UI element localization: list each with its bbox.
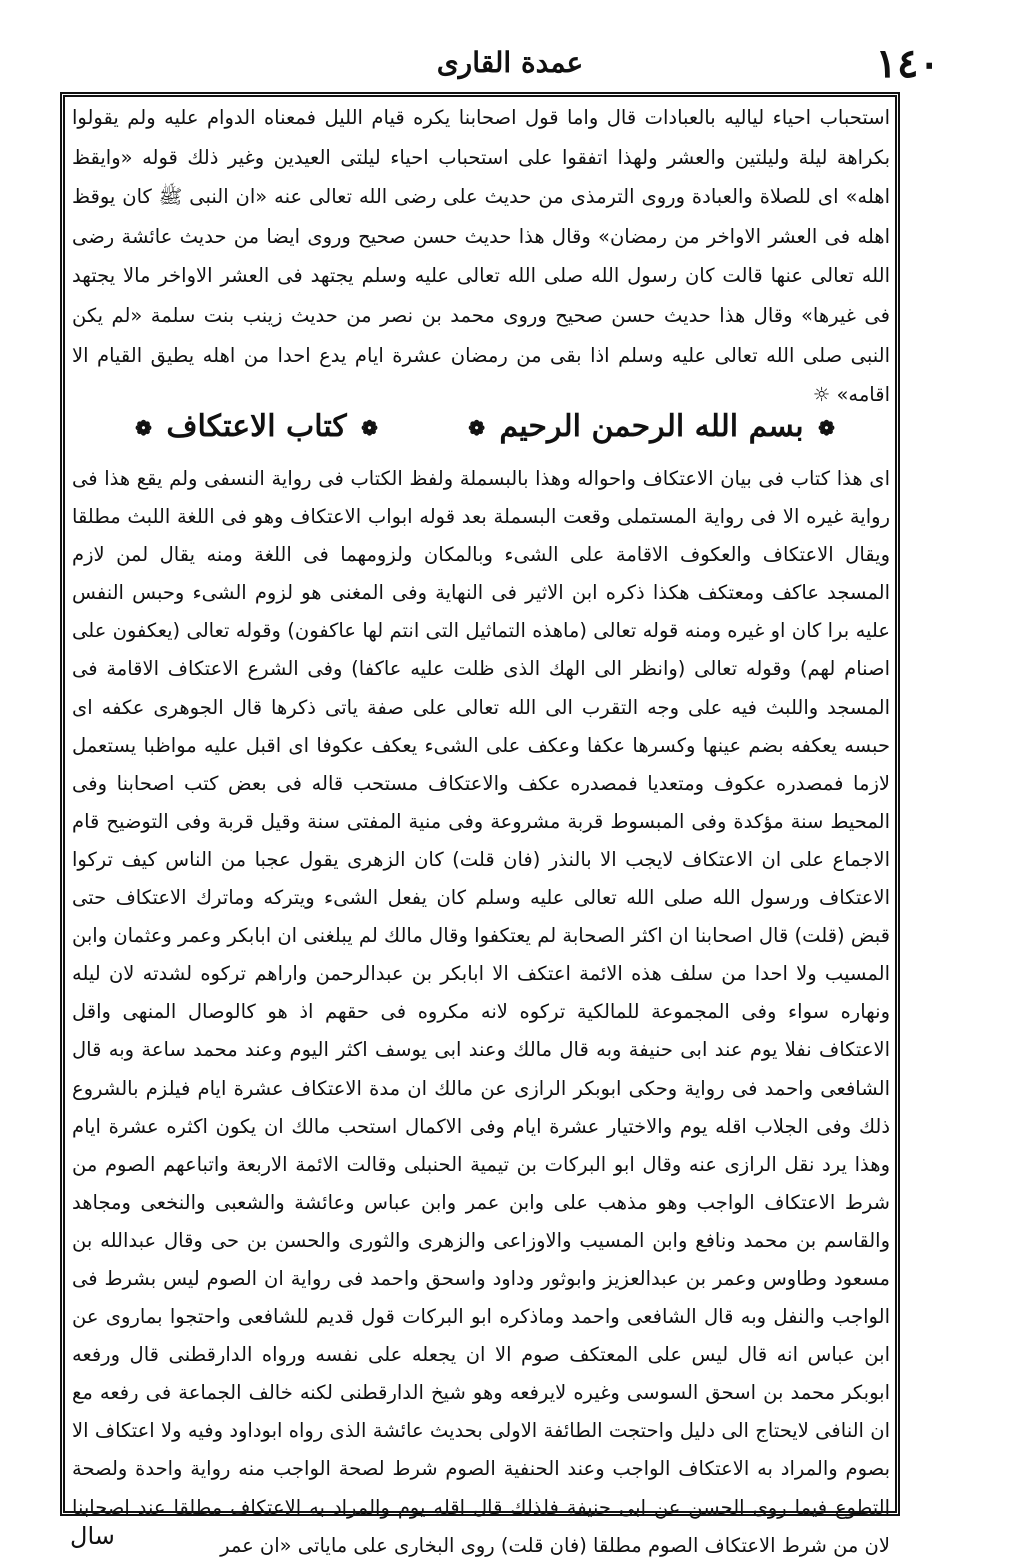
section-headings (90, 396, 880, 456)
basmala-heading (464, 409, 839, 444)
ornament-icon: ❁ (135, 415, 152, 440)
page-header (80, 40, 940, 88)
ornament-icon: ❁ (361, 415, 378, 440)
top-paragraph (72, 98, 890, 415)
catchword: سال (70, 1522, 115, 1550)
book-title-text: کتاب الاعتکاف (166, 408, 347, 444)
page-number: ١٤٠ (875, 40, 940, 87)
main-commentary-text: ای هذا کتاب فی بیان الاعتکاف واحواله وهذا بالبسملة ولفظ الکتاب فی روایة النسفی ولم یقع هذا فی روایة غیره الا فی روایة المستملی وقعت البسملة بعد قوله ابواب الاعتکاف وهو فی اللغة اللبث مطلقا ویقال الاعتکاف والعکوف الاقامة علی الشیء وبالمکان ولزومهما فی اللغة ومنه یقال لمن لازم المسجد عاکف ومعتکف هکذا ذکره ابن الاثیر فی النهایة وفی المغنی هو لزوم الشیء وحبس النفس علیه برا کان او غیره ومنه قوله تعالی (ماهذه التماثیل التی انتم لها عاکفون) وقوله تعالی (یعکفون علی اصنام لهم) وقوله تعالی (وانظر الی الهك الذی ظلت علیه عاکفا) وفی الشرع الاعتکاف الاقامة فی المسجد واللبث فیه علی وجه التقرب الی الله تعالی علی صفة یاتی ذکرها قال الجوهری عکفه ای حبسه یعکفه بضم عینها وکسرها عکفا وعکف علی الشیء یعکف عکوفا ای اقبل علیه مواظبا یستعمل لازما فمصدره عکوف ومتعدیا فمصدره عکف والاعتکاف مستحب قاله فی بعض کتب اصحابنا وفی المحیط سنة مؤکدة وفی المبسوط قربة مشروعة وفی منیة المفتی سنة وقیل قربة وفی التوضیح قام الاجماع علی ان الاعتکاف لایجب الا بالنذر (فان قلت) کان الزهری یقول عجبا من الناس کیف ترکوا الاعتکاف ورسول الله صلی الله تعالی علیه وسلم کان یفعل الشیء ویترکه وماترك الاعتکاف حتی قبض (قلت) قال اصحابنا ان اکثر الصحابة لم یعتکفوا وقال مالك لم یبلغنی ان ابابکر وعمر وعثمان وابن المسیب ولا احدا من سلف هذه الائمة اعتکف الا ابابکر بن عبدالرحمن واراهم ترکوه لشدته لان لیله ونهاره سواء وفی المجموعة للمالکیة ترکوه لانه مکروه فی حقهم اذ هو کالوصال المنهی واقل الاعتکاف نفلا یوم عند ابی حنیفة وبه قال مالك وعند ابی یوسف اکثر الیوم وعند محمد ساعة وبه قال الشافعی واحمد فی روایة وحکی ابوبکر الرازی عن مالك ان مدة الاعتکاف عشرة ایام فیلزم بالشروع ذلك وفی الجلاب اقله یوم والاختیار عشرة ایام وفی الاکمال استحب مالك ان یکون اکثره عشرة ایام وهذا یرد نقل الرازی عنه وقال ابو البرکات بن تیمیة الحنبلی وقالت الائمة الاربعة واتباعهم الصوم من شرط الاعتکاف الواجب وهو مذهب علی وابن عمر وابن عباس وعائشة والشعبی والنخعی ومجاهد والقاسم بن محمد ونافع وابن المسیب والاوزاعی والزهری والثوری والحسن بن حی وقال عبدالله بن مسعود وطاوس وعمر بن عبدالعزیز وابوثور وداود واسحق واحمد فی روایة ان الصوم لیس بشرط فی الواجب والنفل وبه قال الشافعی واحمد وماذکره ابو البرکات قول قدیم للشافعی واحتجوا بماروی عن ابن عباس انه قال لیس علی المعتکف صوم الا ان یجعله علی نفسه ورواه الدارقطنی قال ورفعه ابوبکر محمد بن اسحق السوسی وغیره لایرفعه وهو شیخ الدارقطنی لکنه خالف الجماعة فی رفعه مع ان النافی لایحتاج الی دلیل واحتجت الطائفة الاولی بحدیث عائشة الذی رواه ابوداود وفیه ولا اعتکاف الا بصوم والمراد به الاعتکاف الواجب وعند الحنفیة الصوم شرط لصحة الواجب منه روایة واحدة ولصحة التطوع فیما روی الحسن عن ابی حنیفة فلذلك قال اقله یوم والمراد به الاعتکاف مطلقا عند اصحابنا لان من شرط الاعتکاف الصوم مطلقا (فان قلت) روی البخاری علی مایاتی «ان عمر (72, 467, 890, 1557)
running-title: عمدة القاری (436, 46, 584, 79)
main-commentary (72, 460, 890, 1565)
ornament-icon: ❁ (818, 415, 835, 440)
top-paragraph-text: استحباب احیاء لیالیه بالعبادات قال واما قول اصحابنا یکره قیام اللیل فمعناه الدوام علیه ولم یقولوا بکراهة لیلة ولیلتین والعشر ولهذا اتفقوا علی استحباب احیاء لیلتی العیدین وغیر ذلك قوله «وایقظ اهله» ای للصلاة والعبادة وروی الترمذی من حدیث علی رضی الله تعالی عنه «ان النبی ﷺ کان یوقظ اهله فی العشر الاواخر من رمضان» وقال هذا حدیث حسن صحیح وروی ایضا من حدیث عائشة رضی الله تعالی عنها قالت کان رسول الله صلی الله تعالی علیه وسلم یجتهد فی العشر الاواخر مالا یجتهد فی غیرها» وقال هذا حدیث حسن صحیح وروی محمد بن نصر من حدیث زینب بنت سلمة «لم یکن النبی صلی الله تعالی علیه وسلم اذا بقی من رمضان عشرة ایام یدع احدا من اهله یطیق القیام الا اقامه» ☼ (72, 106, 890, 407)
book-title-heading (131, 409, 382, 444)
ornament-icon: ❁ (468, 415, 485, 440)
basmala-text: بسم الله الرحمن الرحيم (499, 408, 804, 444)
